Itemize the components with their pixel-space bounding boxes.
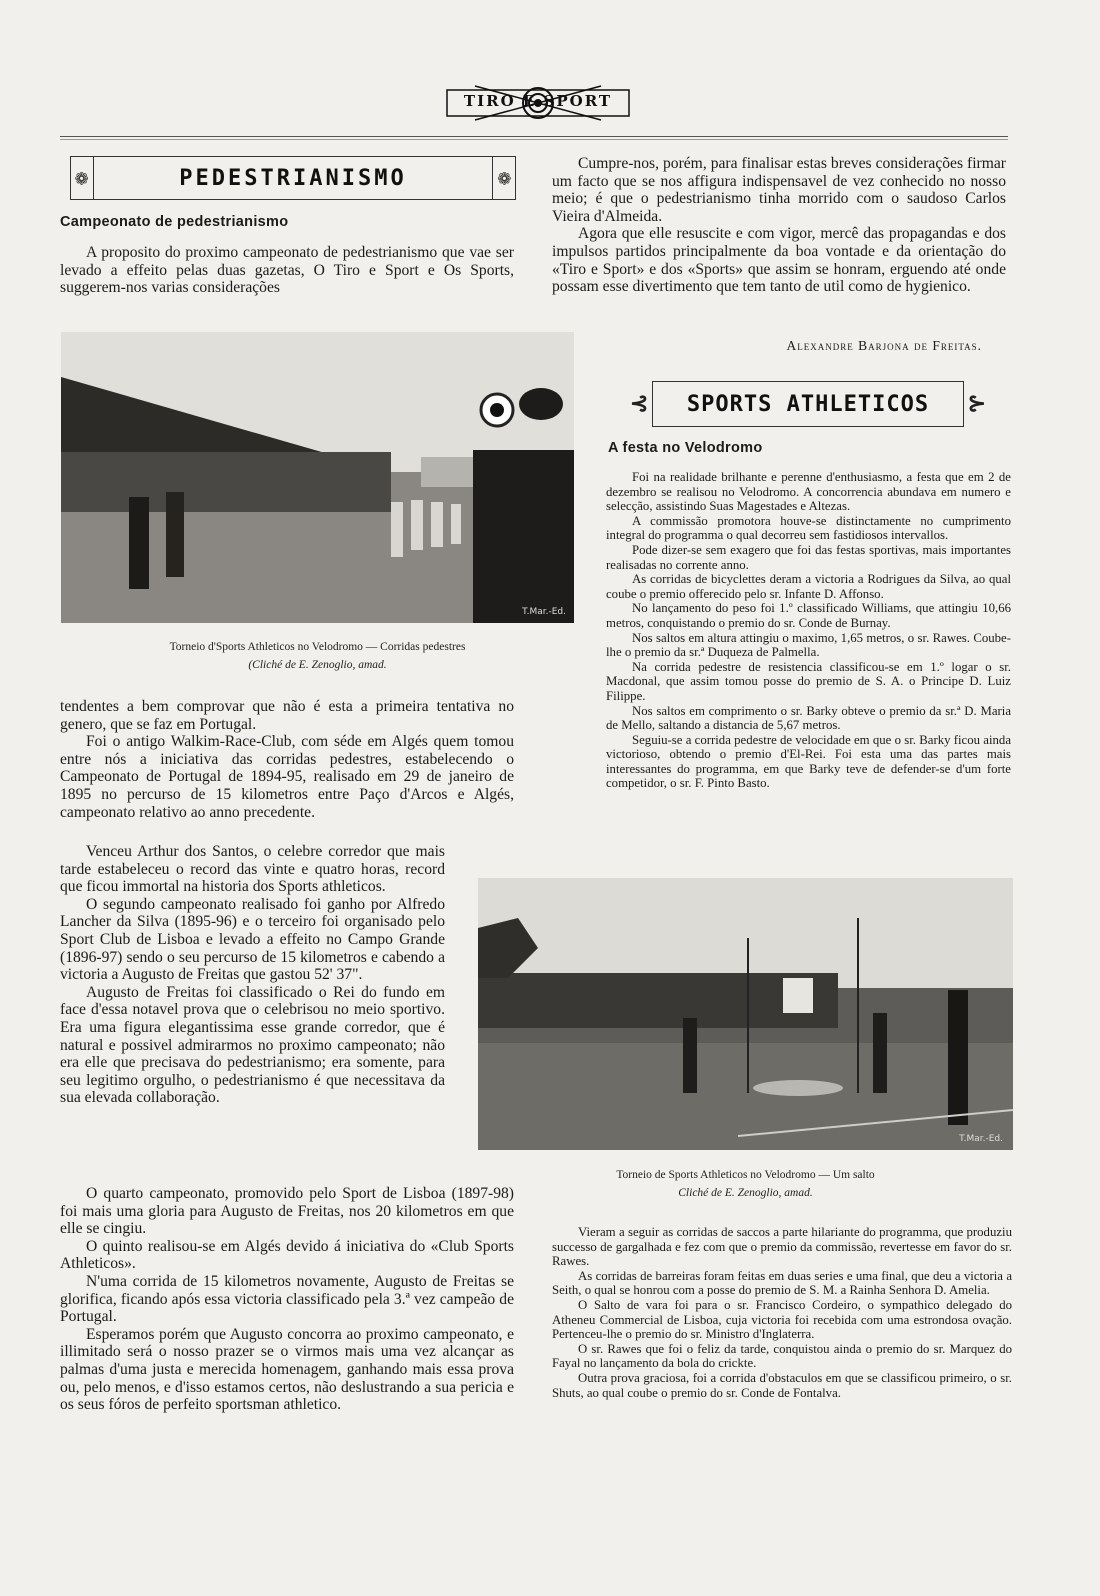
subhead: A festa no Velodromo	[608, 440, 763, 456]
caption-line: Torneio de Sports Athleticos no Velodromo — Um salto	[616, 1169, 875, 1181]
intro-paragraph	[60, 244, 514, 297]
paragraph: O quarto campeonato, promovido pelo Sport de Lisboa (1897-98) foi mais uma gloria para Augusto de Freitas, nos 20 kilometros em que elle se cingiu.	[60, 1185, 514, 1238]
paragraph: Venceu Arthur dos Santos, o celebre corredor que mais tarde estabeleceu o record das vinte e quatro horas, record que ficou immortal na historia dos Sports athleticos.	[60, 843, 445, 896]
photo-pedestrian-race	[61, 332, 574, 623]
section-banner-pedestrianismo	[70, 156, 516, 200]
paragraph: Esperamos porém que Augusto concorra ao proximo campeonato, e illimitado será o nosso prazer se o virmos mais uma vez alcançar as palmas d'uma justa e merecida homenagem, ganhando mais essa prova ou, pelo menos, e d'isso estamos certos, não deslustrando a sua pericia e os seus fóros de perfeito sportsman athletico.	[60, 1325, 514, 1414]
photo-high-jump	[478, 878, 1013, 1150]
paragraph: As corridas de bicyclettes deram a victoria a Rodrigues da Silva, ao qual coube o premio offerecido pelo sr. Infante D. Affonso.	[606, 572, 1011, 601]
paragraph: O Salto de vara foi para o sr. Francisco Cordeiro, o sympathico delegado do Atheneu Commercial de Lisboa, cuja victoria foi recebida com uma estrondosa ovação. Pertenceu-lhe o premio do sr. Ministro d'Inglaterra.	[552, 1297, 1012, 1342]
festa-report	[606, 470, 1011, 791]
paragraph: Nos saltos em comprimento o sr. Barky obteve o premio da sr.ª D. Maria de Mello, saltando a distancia de 5,67 metros.	[606, 703, 1011, 733]
paragraph: Seguiu-se a corrida pedestre de velocidade em que o sr. Barky ficou ainda victorioso, obtendo o premio d'El-Rei. Foi esta uma das partes mais interessantes do programma, em que Barky teve de defender-se d'um forte competidor, o sr. F. Pinto Basto.	[606, 732, 1011, 791]
article-body-lower	[60, 1185, 514, 1414]
caption-credit: Cliché de E. Zenoglio, amad.	[678, 1187, 813, 1199]
festa-report-continued	[552, 1225, 1012, 1400]
paragraph: tendentes a bem comprovar que não é esta a primeira tentativa no genero, que se faz em Portugal.	[60, 698, 514, 733]
paragraph: Augusto de Freitas foi classificado o Rei do fundo em face d'essa notavel prova que o celebrisou no meio sportivo. Era uma figura elegantissima esse grande corredor, que é natural e possivel admirarmos no proximo campeonato; não era elle que precisava do pedestrianismo; era somente, para seu legitimo orgulho, o pedestrianismo é que necessitava da sua elevada collaboração.	[60, 983, 445, 1107]
photo-credit-mark: T.Mar.-Ed.	[959, 1134, 1003, 1144]
paragraph: Vieram a seguir as corridas de saccos a parte hilariante do programma, que produziu successo de gargalhada e fez com que o premio da commissão, revertesse em favor do sr. Rawes.	[552, 1225, 1012, 1269]
author-signature: Alexandre Barjona de Freitas.	[786, 338, 982, 353]
paragraph: A proposito do proximo campeonato de pedestrianismo que vae ser levado a effeito pelas duas gazetas, O Tiro e Sport e Os Sports, suggerem-nos varias considerações	[60, 244, 514, 297]
paragraph: Nos saltos em altura attingiu o maximo, 1,65 metros, o sr. Rawes. Coube-lhe o premio da sr.ª Duqueza de Palmella.	[606, 630, 1011, 660]
section-title: PEDESTRIANISMO	[179, 165, 407, 191]
section-banner-sports-athleticos	[630, 382, 986, 426]
paragraph: Cumpre-nos, porém, para finalisar estas breves considerações firmar um facto que se nos affigura indispensavel de vez conhecido no nosso meio; é que o pedestrianismo tinha morrido com o saudoso Carlos Vieira d'Almeida.	[552, 155, 1006, 225]
paragraph: Outra prova graciosa, foi a corrida d'obstaculos em que se classificou primeiro, o sr. Shuts, ao qual coube o premio do sr. Conde de Fontalva.	[552, 1370, 1012, 1400]
left-flourish-icon: ❁	[75, 165, 89, 191]
caption-line: Torneio d'Sports Athleticos no Velodromo — Corridas pedestres	[169, 641, 466, 653]
paragraph: N'uma corrida de 15 kilometros novamente, Augusto de Freitas se glorifica, ficando após essa victoria classificado pela 3.ª vez campeão de Portugal.	[60, 1272, 514, 1326]
header-rule	[60, 136, 1008, 137]
header-rule-secondary	[60, 139, 1008, 140]
right-top-text	[552, 155, 1006, 296]
photo-caption	[478, 1166, 1013, 1202]
section-title: SPORTS ATHLETICOS	[686, 391, 930, 417]
paragraph: Na corrida pedestre de resistencia classificou-se em 1.º logar o sr. Macdonal, que assim tomou posse do premio de S. A. o Principe D. Luiz Filippe.	[606, 659, 1011, 703]
masthead-title: TIRO E SPORT	[463, 92, 613, 110]
paragraph: O sr. Rawes que foi o feliz da tarde, conquistou ainda o premio do sr. Marquez do Fayal no lançamento da bola do crickte.	[552, 1341, 1012, 1371]
masthead-logo	[445, 78, 631, 128]
right-flourish-icon: ⊱	[967, 391, 986, 417]
paragraph: No lançamento do peso foi 1.º classificado Williams, que attingiu 10,66 metros, conquistando o premio do sr. Conde de Burnay.	[606, 601, 1011, 630]
subhead: Campeonato de pedestrianismo	[60, 214, 289, 230]
right-flourish-icon: ❁	[497, 165, 511, 191]
photo-credit-mark: T.Mar.-Ed.	[522, 607, 566, 617]
paragraph: Foi na realidade brilhante e perenne d'enthusiasmo, a festa que em 2 de dezembro se realisou no Velodromo. A concorrencia abundava em numero e selecção, assistindo Suas Magestades e Altezas.	[606, 470, 1011, 514]
photo-caption	[61, 638, 574, 674]
article-body-narrow	[60, 843, 445, 1107]
paragraph: O segundo campeonato realisado foi ganho por Alfredo Lancher da Silva (1895-96) e o terceiro foi organisado pelo Sport Club de Lisboa e levado a effeito no Campo Grande (1896-97) sendo o seu percurso de 15 kilometros e cabendo a victoria a Augusto de Freitas que gastou 52' 37".	[60, 895, 445, 984]
paragraph: As corridas de barreiras foram feitas em duas series e uma final, que deu a victoria a Seith, o qual se honrou com a posse do premio de S. M. a Rainha Senhora D. Amelia.	[552, 1268, 1012, 1298]
paragraph: O quinto realisou-se em Algés devido á iniciativa do «Club Sports Athleticos».	[60, 1237, 514, 1273]
paragraph: Agora que elle resuscite e com vigor, mercê das propagandas e dos impulsos partidos principalmente da boa vontade e da orientação do «Tiro e Sport» e dos «Sports» que assim se honram, erguendo até onde possam esse divertimento que tem tanto de util como de hygienico.	[552, 225, 1006, 296]
article-body-upper	[60, 698, 514, 821]
paragraph: Pode dizer-se sem exagero que foi das festas sportivas, mais importantes realisadas no corrente anno.	[606, 542, 1011, 572]
left-flourish-icon: ⊰	[630, 391, 649, 417]
caption-credit: (Cliché de E. Zenoglio, amad.	[248, 659, 387, 671]
paragraph: Foi o antigo Walkim-Race-Club, com séde em Algés quem tomou entre nós a iniciativa das corridas pedestres, estabelecendo o Campeonato de Portugal de 1894-95, realisado em 29 de janeiro de 1895 no percurso de 15 kilometros entre Paço d'Arcos e Algés, campeonato relativo ao anno precedente.	[60, 733, 514, 821]
paragraph: A commissão promotora houve-se distinctamente no cumprimento integral do programma o qual decorreu sem fastidiosos intervallos.	[606, 513, 1011, 543]
